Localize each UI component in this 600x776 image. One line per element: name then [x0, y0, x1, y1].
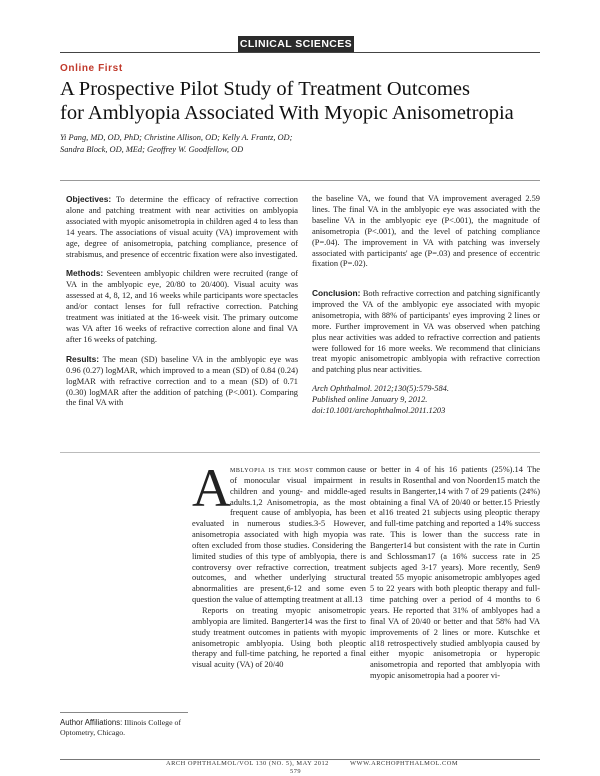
objectives-label: Objectives:	[66, 194, 112, 204]
title-line-2: for Amblyopia Associated With Myopic Anisometropia	[60, 102, 514, 124]
drop-cap: A	[192, 458, 231, 518]
abstract-left-column	[66, 194, 298, 420]
section-label: CLINICAL SCIENCES	[238, 36, 354, 53]
article-title	[60, 77, 550, 125]
conclusion-label: Conclusion:	[312, 288, 361, 298]
affiliations-rule	[60, 712, 188, 713]
affiliations-text: Illinois College of Optometry, Chicago.	[60, 718, 181, 738]
footer-journal: ARCH OPHTHALMOL/VOL 130 (NO. 5), MAY 2012	[166, 760, 329, 767]
results-text-part1: The mean (SD) baseline VA in the amblyopic eye was 0.96 (0.27) logMAR, which improved to a mean (SD) of 0.84 (0.24) logMAR with refractive correction and to a mean (SD) of 0.71 (0.30) logMAR after the addition of patching (P<.001). Comparing the final VA with	[66, 354, 298, 408]
methods-text: Seventeen amblyopic children were recruited (range of VA in the amblyopic eye, 20/80 to 20/400). Visual acuity was assessed at 4, 8, 12, and 16 weeks while participants wore spectacles and/or contact lenses for full refractive correction. Patching treatment was initiated at the 16-week visit. The primary outcome was VA after 16 weeks of refractive correction alone and final VA after 16 weeks of patching.	[66, 269, 298, 344]
citation-block	[312, 384, 540, 417]
reports-text: Reports on treating myopic anisometropic amblyopia are limited. Bangerter14 was the first to study treatment outcomes in patients with myopic anisometropic amblyopia. Using both pleoptic therapy and full-time patching, he reported a final visual acuity (VA) of 20/40	[192, 605, 366, 670]
body-column-1	[192, 465, 366, 671]
objectives-text: To determine the efficacy of refractive correction alone and patching treatment with near activities on amblyopia associated with myopic anisometropia in children aged 4 to less than 14 years. The associations of visual acuity (VA) improvement with age, degree of anisometropia, patching compliance, presence of strabismus, and presence of eccentric fixation were also investigated.	[66, 195, 298, 259]
literature-paragraph	[370, 465, 540, 682]
online-first-label: Online First	[60, 63, 123, 74]
body-rule	[60, 452, 540, 453]
intro-paragraph	[192, 465, 366, 606]
authors-line-2: Sandra Block, OD, MEd; Geoffrey W. Goodfellow, OD	[60, 145, 244, 154]
citation-published: Published online January 9, 2012.	[312, 395, 428, 405]
abstract-rule	[60, 180, 540, 181]
methods-label: Methods:	[66, 268, 104, 279]
header-rule	[60, 52, 540, 53]
abstract-right-column	[312, 194, 540, 425]
body-column-2	[370, 465, 540, 682]
results-paragraph	[66, 354, 298, 420]
conclusion-text: Both refractive correction and patching significantly improved the VA of the amblyopic eye associated with myopic anisometropia, with 88% of participants' eyes improving 2 lines or more. Further improvement in VA was observed when patching plus near activities was added to refractive correction and patients were followed for 16 more weeks. We recommend that clinicians treat myopic anisometropic amblyopia with refractive correction and patching plus near activities.	[312, 289, 541, 375]
author-list	[60, 132, 540, 156]
intro-first-words: mblyopia is the most	[230, 465, 314, 474]
citation-doi: doi:10.1001/archophthalmol.2011.1203	[312, 406, 446, 416]
drop-cap-spacer	[192, 465, 230, 509]
conclusion-paragraph	[312, 288, 540, 376]
page-number: 579	[290, 768, 302, 775]
results-text-part2: the baseline VA, we found that VA improvement averaged 2.59 lines. The final VA in the amblyopic eye was associated with the baseline VA in the amblyopic eye (P<.001), the magnitude of anisometropia (P<.001), and the level of patching compliance (P=.04). The improvement in VA with patching was inversely associated with participants' age (P=.03) and presence of eccentric fixation (P=.02).	[312, 194, 540, 269]
author-affiliations	[60, 718, 188, 739]
objectives-paragraph	[66, 194, 298, 260]
citation-journal: Arch Ophthalmol. 2012;130(5):579-584.	[312, 384, 449, 394]
results-label: Results:	[66, 353, 100, 364]
footer-website: WWW.ARCHOPHTHALMOL.COM	[350, 760, 459, 767]
affiliations-label: Author Affiliations:	[60, 718, 123, 727]
authors-line-1: Yi Pang, MD, OD, PhD; Christine Allison, OD; Kelly A. Frantz, OD;	[60, 133, 293, 142]
results-continued	[312, 194, 540, 280]
intro-text: common cause of monocular visual impairment in children and young- and middle-aged adults.1,2 Anisometropia, as the most frequent cause of amblyopia, has been evaluated in numerous studies.3-5 However, anisometropia associated with high myopia was often excluded from those studies. Considering the limited studies of this type of amblyopia, there is controversy over refractive correction, treatment outcomes, and whether underlying structural abnormalities are present,6-12 and some even question the value of attempting treatment at all.13	[192, 465, 366, 605]
title-line-1: A Prospective Pilot Study of Treatment Outcomes	[60, 78, 470, 100]
reports-paragraph	[192, 606, 366, 671]
literature-text: or better in 4 of his 16 patients (25%).14 The results in Rosenthal and von Noorden15 match the results in Bangerter,14 with 7 of 29 patients (24%) obtaining a final VA of 20/40 or better.15 Priestly et al16 treated 21 subjects using pleoptic therapy and full-time patching and reported a 14% success rate. This is lower than the success rate in Bangerter14 but consistent with the rate in Curtin and Schlossman17 (a 16% success rate in 25 subjects aged 3-17 years). More recently, Sen9 treated 55 myopic anisometropic amblyopes aged 5 to 22 years with both pleoptic therapy and full-time patching over a period of 4 months to 6 years. He reported that 31% of amblyopes had a final VA of 20/40 or better and that 58% had VA improvements of 2 lines or more. Kutschke et al18 retrospectively studied amblyopia caused by either myopic anisometropia or hyperopic anisometropia and reported that amblyopia with myopic anisometropia had a poorer vi-	[370, 465, 540, 681]
methods-paragraph	[66, 268, 298, 345]
